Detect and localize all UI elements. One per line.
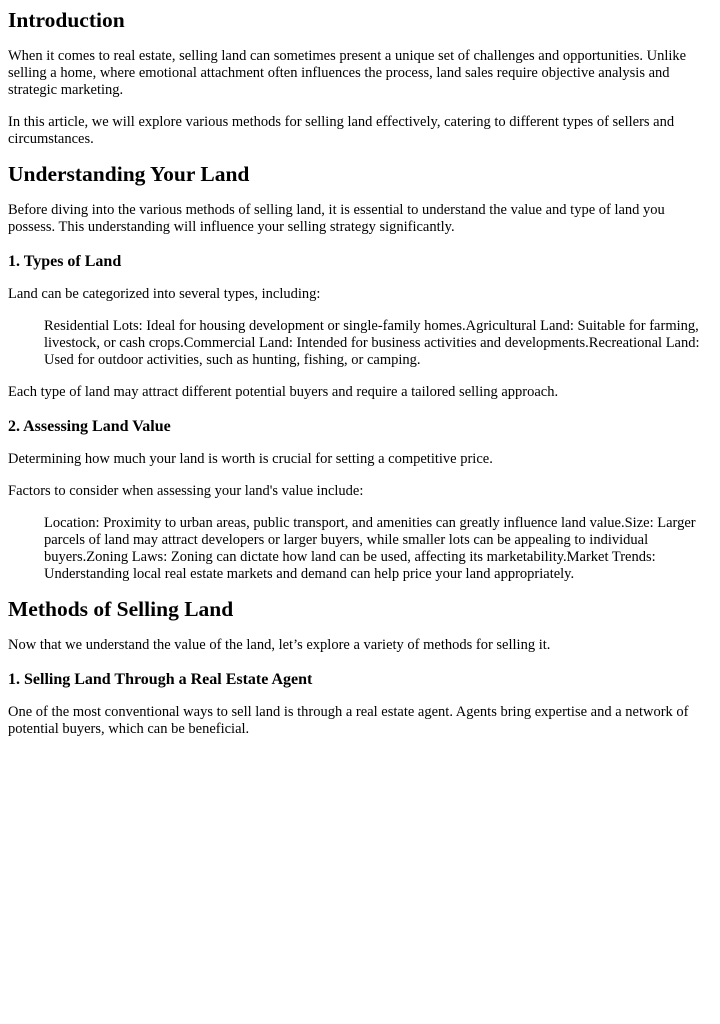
methods-paragraph-1: Now that we understand the value of the land, let’s explore a variety of methods for selling it.: [8, 637, 551, 653]
heading-types-of-land: 1. Types of Land: [8, 253, 122, 270]
heading-methods-of-selling-land: Methods of Selling Land: [8, 597, 234, 621]
agent-paragraph-1: One of the most conventional ways to sell land is through a real estate agent. Agents bring expertise and a network of potential buyers, which can be beneficial.: [8, 704, 689, 737]
heading-introduction: Introduction: [8, 8, 125, 32]
heading-selling-through-agent: 1. Selling Land Through a Real Estate Agent: [8, 671, 313, 688]
types-blockquote: Residential Lots: Ideal for housing development or single-family homes.Agricultural Land: Suitable for farming, livestock, or cash crops.Commercial Land: Intended for business activities and developments.Recreational Land: Used for outdoor activities, such as hunting, fishing, or camping.: [44, 318, 700, 368]
heading-assessing-land-value: 2. Assessing Land Value: [8, 418, 171, 435]
heading-understanding-your-land: Understanding Your Land: [8, 162, 250, 186]
intro-paragraph-1: When it comes to real estate, selling land can sometimes present a unique set of challenges and opportunities. Unlike selling a home, where emotional attachment often influences the process, land sales require objective analysis and strategic marketing.: [8, 48, 687, 98]
types-paragraph-2: Each type of land may attract different potential buyers and require a tailored selling approach.: [8, 384, 559, 400]
article: [0, 7, 720, 738]
types-paragraph-1: Land can be categorized into several types, including:: [8, 286, 321, 302]
intro-paragraph-2: In this article, we will explore various methods for selling land effectively, catering to different types of sellers and circumstances.: [8, 114, 675, 147]
value-paragraph-2: Factors to consider when assessing your land's value include:: [8, 483, 364, 499]
value-paragraph-1: Determining how much your land is worth is crucial for setting a competitive price.: [8, 451, 493, 467]
understanding-paragraph-1: Before diving into the various methods of selling land, it is essential to understand the value and type of land you possess. This understanding will influence your selling strategy significantly.: [8, 202, 665, 235]
value-blockquote: Location: Proximity to urban areas, public transport, and amenities can greatly influence land value.Size: Larger parcels of land may attract developers or larger buyers, while smaller lots can be appealing to individual buyers.Zoning Laws: Zoning can dictate how land can be used, affecting its marketability.Market Trends: Understanding local real estate markets and demand can help price your land appropriately.: [44, 515, 696, 582]
